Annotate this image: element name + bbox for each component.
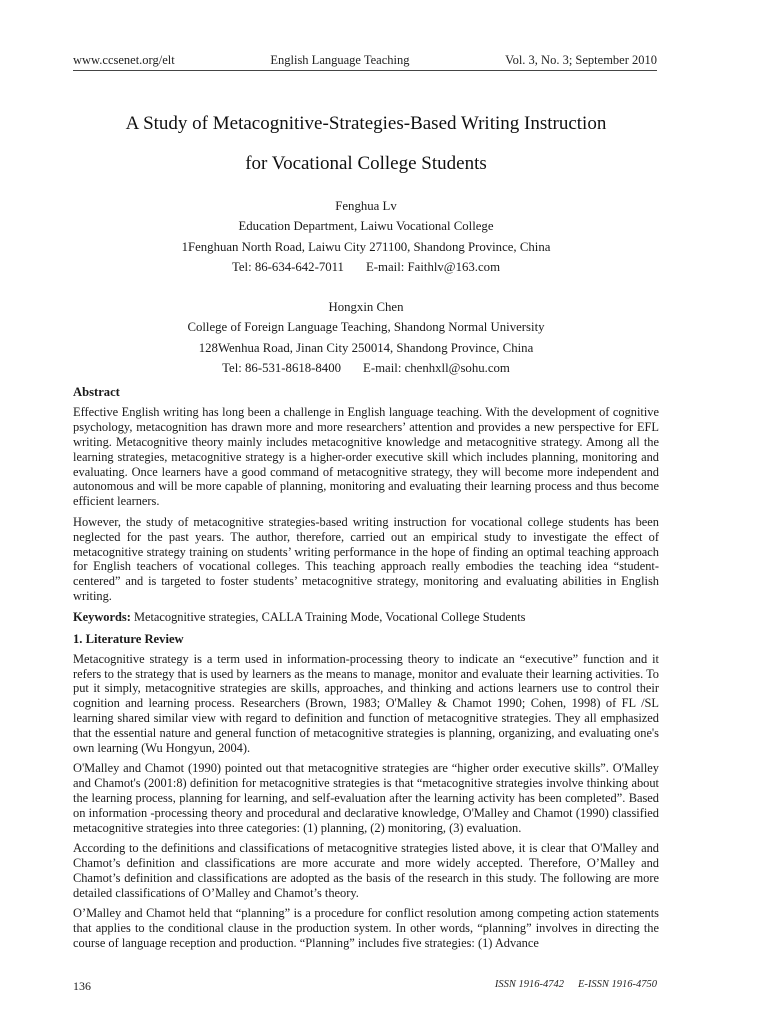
keywords-text: Metacognitive strategies, CALLA Training Mode, Vocational College Students [133,609,526,624]
author-1-name: Fenghua Lv [335,199,397,213]
keywords-label: Keywords: [73,609,131,624]
author-2-address: 128Wenhua Road, Jinan City 250014, Shandong Province, China [198,340,534,355]
journal-website: www.ccsenet.org/elt [73,53,175,67]
author-1-tel: Tel: 86-634-642-7011 [231,259,344,274]
author-1-email: E-mail: Faithlv@163.com [365,259,501,274]
author-2-affiliation: College of Foreign Language Teaching, Shandong Normal University [187,320,545,335]
issn: ISSN 1916-4742 [494,979,564,990]
journal-name: English Language Teaching [270,53,410,67]
section-1-paragraph-1: Metacognitive strategy is a term used in information-processing theory to indicate an “executive” function and it refers to the strategy that is used by learners as the means to manage, monitor and evaluate their learning activities. To put it simply, metacognitive strategies are skills, approaches, and thinking and actions learners use to control their cognition and learning process. Researchers (Brown, 1983; O'Malley & Chamot 1990; Cohen, 1998) of FL /SL learning shared similar view with regard to definition and function of metacognitive strategies. They all emphasized that the essential nature and general function of metacognitive strategies is planning, organizing, and evaluating one's own learning (Wu Hongyun, 2004). [73,651,659,755]
section-1-paragraph-2: O'Malley and Chamot (1990) pointed out that metacognitive strategies are “higher order executive skills”. O'Malley and Chamot's (2001:8) definition for metacognitive strategies is that “metacognitive strategies involve thinking about the learning process, planning for learning, and self-evaluation after the learning activity has been completed”. Based on information -processing theory and procedural and declarative knowledge, O'Malley and Chamot (1990) classified metacognitive strategies into three categories: (1) planning, (2) monitoring, (3) evaluation. [73,761,659,835]
page-footer [73,979,657,994]
abstract-heading: Abstract [73,385,120,400]
e-issn: E-ISSN 1916-4750 [577,979,657,990]
section-1-heading: 1. Literature Review [73,631,184,646]
article-title [73,104,659,184]
volume-issue: Vol. 3, No. 3; September 2010 [505,53,657,67]
title-line-2: for Vocational College Students [245,153,487,174]
title-line-1: A Study of Metacognitive-Strategies-Based Writing Instruction [125,113,607,134]
keywords-line [73,610,659,625]
author-2-name: Hongxin Chen [328,300,404,315]
abstract-paragraph-2: However, the study of metacognitive strategies-based writing instruction for vocational college students has been neglected for the past years. The author, therefore, carried out an empirical study to investigate the effect of metacognitive strategy training on students’ writing performance in the hope of finding an optimal teaching approach for English teachers of vocational colleges. This teaching approach really embodies the teaching idea “student-centered” and is targeted to foster students’ metacognitive strategy, monitoring and evaluating abilities in English writing. [73,514,659,603]
running-header [73,50,657,71]
author-1-contact [73,257,659,277]
author-2-email: E-mail: chenhxll@sohu.com [363,361,510,376]
section-1-paragraph-3: According to the definitions and classifications of metacognitive strategies listed above, it is clear that O'Malley and Chamot’s definition and classifications are more accurate and more widely accepted. Therefore, O’Malley and Chamot’s definition and classifications are adopted as the basis of the research in this study. The following are more detailed classifications of O’Malley and Chamot’s theory. [73,841,659,900]
author-2-contact [73,358,659,378]
abstract-paragraph-1: Effective English writing has long been a challenge in English language teaching. With the development of cognitive psychology, metacognition has drawn more and more researchers’ attention and provides a new perspective for EFL writing. Metacognitive theory mainly includes metacognitive knowledge and metacognitive strategy. Among all the learning strategies, metacognitive strategy is a higher-order executive skill which includes planning, monitoring and evaluating. Once learners have a good command of metacognitive strategy, they will become more independent and autonomous and will be more capable of planning, monitoring and evaluating their learning process and thus become efficient learners. [73,405,659,509]
author-1-block [73,196,659,277]
section-1-paragraph-4: O’Malley and Chamot held that “planning” is a procedure for conflict resolution among competing action statements that applies to the conditional clause in the production system. In other words, “planning” involves in directing the course of language reception and production. “Planning” includes five strategies: (1) Advance [73,906,659,951]
issn-block [495,979,657,994]
author-2-block [73,297,659,378]
author-1-address: 1Fenghuan North Road, Laiwu City 271100, Shandong Province, China [181,239,551,254]
author-1-affiliation: Education Department, Laiwu Vocational College [238,219,494,234]
article-body [73,104,659,957]
page-number: 136 [73,979,91,993]
author-2-tel: Tel: 86-531-8618-8400 [222,361,342,376]
